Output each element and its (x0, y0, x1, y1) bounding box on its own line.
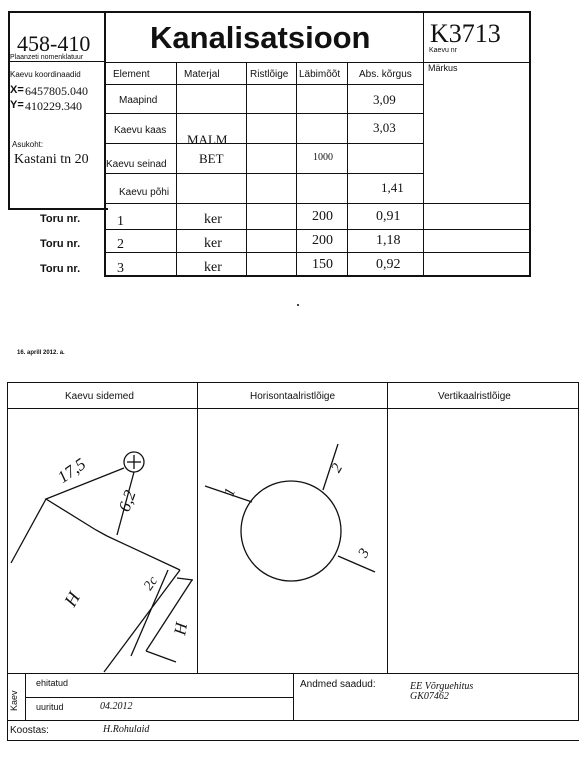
h-mark: H (60, 588, 84, 610)
pipe-label: Toru nr. (40, 213, 81, 225)
row-height: 1,41 (381, 180, 404, 195)
pipe-material: ker (204, 236, 222, 251)
col-header-diameter: Läbimõõt (299, 69, 341, 80)
side-label: Kaev (9, 690, 19, 711)
date-stamp: 16. aprill 2012. a. (17, 350, 65, 356)
remarks-label: Märkus (428, 63, 458, 73)
drawing-col-horizontal: Horisontaalristlõige (250, 391, 336, 402)
sheet-caption: Plaanzeti nomenklatuur (10, 54, 84, 61)
address-label: Asukoht: (12, 140, 44, 149)
dist-label: 6,2 (114, 487, 140, 515)
pipe-height: 0,92 (376, 257, 401, 272)
page-title: Kanalisatsioon (150, 20, 371, 55)
row-height: 3,03 (373, 120, 396, 135)
pipe-material: ker (204, 212, 222, 227)
row-element: Kaevu põhi (119, 187, 170, 198)
row-material: MALM (187, 132, 228, 147)
pipe-height: 0,91 (376, 209, 401, 224)
pipe-diameter: 200 (312, 209, 333, 224)
pipe-label: 3 (355, 546, 374, 561)
data-value-1: EE Võrguehitus (410, 681, 474, 692)
coord-y-label: Y= (10, 99, 24, 111)
pipe-label: Toru nr. (40, 263, 81, 275)
row-diameter: 1000 (313, 152, 333, 163)
pipe-label: 1 (221, 486, 240, 499)
well-number: K3713 (430, 19, 501, 48)
pipe-label: Toru nr. (40, 238, 81, 250)
coord-x-value: 6457805.040 (25, 84, 88, 98)
drawing-col-connections: Kaevu sidemed (65, 391, 134, 402)
dist-label: 17,5 (53, 454, 90, 487)
pipe-nr: 1 (117, 214, 124, 229)
coord-x-label: X= (10, 84, 24, 96)
col-header-height: Abs. kõrgus (359, 69, 412, 80)
sheet-number: 458-410 (17, 31, 91, 56)
address-value: Kastani tn 20 (14, 152, 89, 167)
data-value-2: GK07462 (410, 691, 449, 702)
col-header-element: Element (113, 69, 150, 80)
row-material: BET (199, 151, 224, 166)
built-label: ehitatud (36, 678, 69, 688)
h-mark: H (170, 621, 192, 637)
pipe-label: 2 (328, 461, 347, 476)
pipe-material: ker (204, 260, 222, 275)
pipe-diameter: 150 (312, 257, 333, 272)
row-element: Kaevu seinad (106, 159, 167, 170)
horizontal-section (205, 444, 375, 581)
composed-label: Koostas: (10, 725, 49, 736)
connections-sketch (11, 452, 193, 672)
pipe-height: 1,18 (376, 233, 401, 248)
data-label: Andmed saadud: (300, 679, 376, 690)
col-header-material: Materjal (184, 69, 220, 80)
coord-y-value: 410229.340 (25, 99, 82, 113)
dist-label: 2c (141, 573, 162, 594)
coords-label: Kaevu koordinaadid (10, 70, 81, 79)
composed-value: H.Rohulaid (103, 724, 150, 735)
col-header-cross: Ristlõige (250, 69, 289, 80)
pipe-nr: 2 (117, 237, 124, 252)
row-height: 3,09 (373, 92, 396, 107)
row-element: Kaevu kaas (114, 125, 167, 136)
surveyed-value: 04.2012 (100, 701, 133, 712)
manhole-circle (241, 481, 341, 581)
row-element: Maapind (119, 95, 158, 106)
pipe-nr: 3 (117, 261, 124, 276)
well-caption: Kaevu nr (429, 47, 458, 54)
surveyed-label: uuritud (36, 702, 64, 712)
pipe-diameter: 200 (312, 233, 333, 248)
drawing-col-vertical: Vertikaalristlõige (438, 391, 511, 402)
